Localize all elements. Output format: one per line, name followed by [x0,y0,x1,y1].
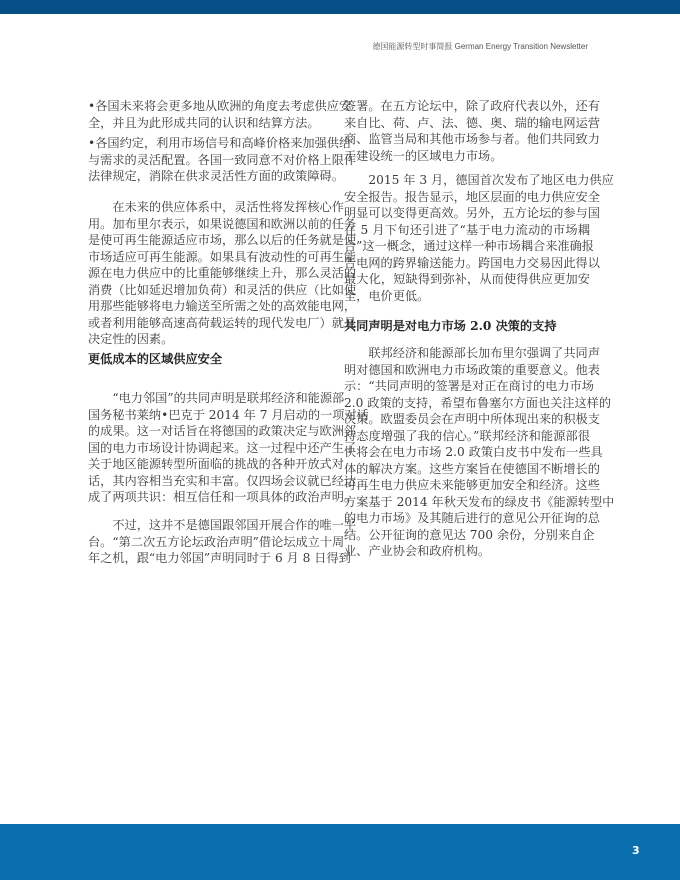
text-line: 消费（比如延迟增加负荷）和灵活的供应（比如使 [88,282,357,297]
text-line: 法律规定，消除在供求灵活性方面的政策障碍。 [88,169,344,183]
text-line: “电力邻国”的共同声明是联邦经济和能源部 [88,391,345,405]
page-number: 3 [632,844,640,857]
section-heading: 更低成本的区域供应安全 [88,352,223,366]
paragraph [88,135,357,185]
paragraph [344,345,615,560]
text-line: 方案基于 2014 年秋天发布的绿皮书《能源转型中 [344,494,615,509]
paragraph [88,199,357,348]
text-line: 用那些能够将电力输送至所需之处的高效能电网， [88,299,357,313]
text-line: 合”这一概念，通过这样一种市场耦合来准确报 [344,239,594,253]
text-line: 商、监管当局和其他市场参与者。他们共同致力 [344,132,600,146]
text-line: 国务秘书莱纳•巴克于 2014 年 7 月启动的一项对话 [88,407,369,422]
running-header: 德国能源转型时事简报 German Energy Transition Newsletter [372,42,588,51]
text-line: 成了两项共识：相互信任和一项具体的政治声明。 [88,490,357,504]
paragraph [344,98,600,164]
text-line: 不过，这并不是德国跟邻国开展合作的唯一平 [88,518,357,532]
paragraph [88,517,357,567]
text-line: 的成果。这一对话旨在将德国的政策决定与欧洲邻 [88,424,357,438]
text-line: 来自比、荷、卢、法、德、奥、瑞的输电网运营 [344,115,600,130]
text-line: 或者利用能够高速高荷载运转的现代发电厂）就是 [88,315,357,330]
text-line: 安全报告。报告显示，地区层面的电力供应安全 [344,189,600,204]
text-line: 明显可以变得更高效。另外，五方论坛的参与国 [344,206,600,220]
section-heading: 共同声明是对电力市场 2.0 决策的支持 [344,319,557,333]
text-line: 告电网的跨界输送能力。跨国电力交易因此得以 [344,255,600,270]
text-line: 的电力市场》及其随后进行的意见公开征询的总 [344,511,600,525]
text-line: 年之机，跟“电力邻国”声明同时于 6 月 8 日得到 [88,551,351,565]
text-line: 示：“共同声明的签署是对正在商讨的电力市场 [344,379,594,393]
text-line: 明对德国和欧洲电力市场政策的重要意义。他表 [344,362,600,377]
top-bar [0,0,680,14]
text-line: 全，电价更低。 [344,288,430,303]
text-line: 台。“第二次五方论坛政治声明”借论坛成立十周 [88,534,345,549]
text-line: 体的解决方案。这些方案旨在使德国不断增长的 [344,461,600,476]
text-line: 在 5 月下旬还引进了“基于电力流动的市场耦 [344,222,590,237]
text-line: 于建设统一的区域电力市场。 [344,148,503,163]
text-line: 可再生电力供应未来能够更加安全和经济。这些 [344,478,600,492]
footer-bar [0,824,680,880]
text-line: 联邦经济和能源部长加布里尔强调了共同声 [344,346,600,360]
paragraph [344,172,614,304]
text-line: 决策。欧盟委员会在声明中所体现出来的积极支 [344,412,600,426]
text-line: 源在电力供应中的比重能够继续上升，那么灵活的 [88,266,357,280]
text-line: 结。公开征询的意见达 700 余份，分别来自企 [344,527,595,542]
text-line: 最大化，短缺得到弥补，从而使得供应更加安 [344,272,590,286]
text-line: 2015 年 3 月，德国首次发布了地区电力供应 [344,173,614,187]
text-line: •各国约定，利用市场信号和高峰价格来加强供给 [88,136,352,150]
text-line: 2.0 政策的支持，希望布鲁塞尔方面也关注这样的 [344,395,612,410]
text-line: 与需求的灵活配置。各国一致同意不对价格上限作 [88,152,357,167]
text-line: 是使可再生能源适应市场，那么以后的任务就是使 [88,233,357,247]
text-line: 关于地区能源转型所面临的挑战的各种开放式对 [88,457,344,471]
text-line: 业、产业协会和政府机构。 [344,544,491,558]
text-line: 国的电力市场设计协调起来。这一过程中还产生了 [88,440,357,455]
text-line: 全，并且为此形成共同的认识和结算方法。 [88,115,320,130]
text-line: 持态度增强了我的信心。”联邦经济和能源部很 [344,428,590,443]
text-line: 市场适应可再生能源。如果具有波动性的可再生能 [88,249,357,264]
text-line: 签署。在五方论坛中，除了政府代表以外，还有 [344,99,600,113]
paragraph [88,390,369,506]
text-line: 话，其内容相当充实和丰富。仅四场会议就已经达 [88,473,357,488]
text-line: •各国未来将会更多地从欧洲的角度去考虑供应安 [88,99,352,113]
text-line: 在未来的供应体系中，灵活性将发挥核心作 [88,200,344,214]
text-line: 快将会在电力市场 2.0 政策白皮书中发布一些具 [344,445,603,459]
paragraph [88,98,352,131]
text-line: 用。加布里尔表示，如果说德国和欧洲以前的任务 [88,216,357,231]
text-line: 决定性的因素。 [88,332,174,346]
